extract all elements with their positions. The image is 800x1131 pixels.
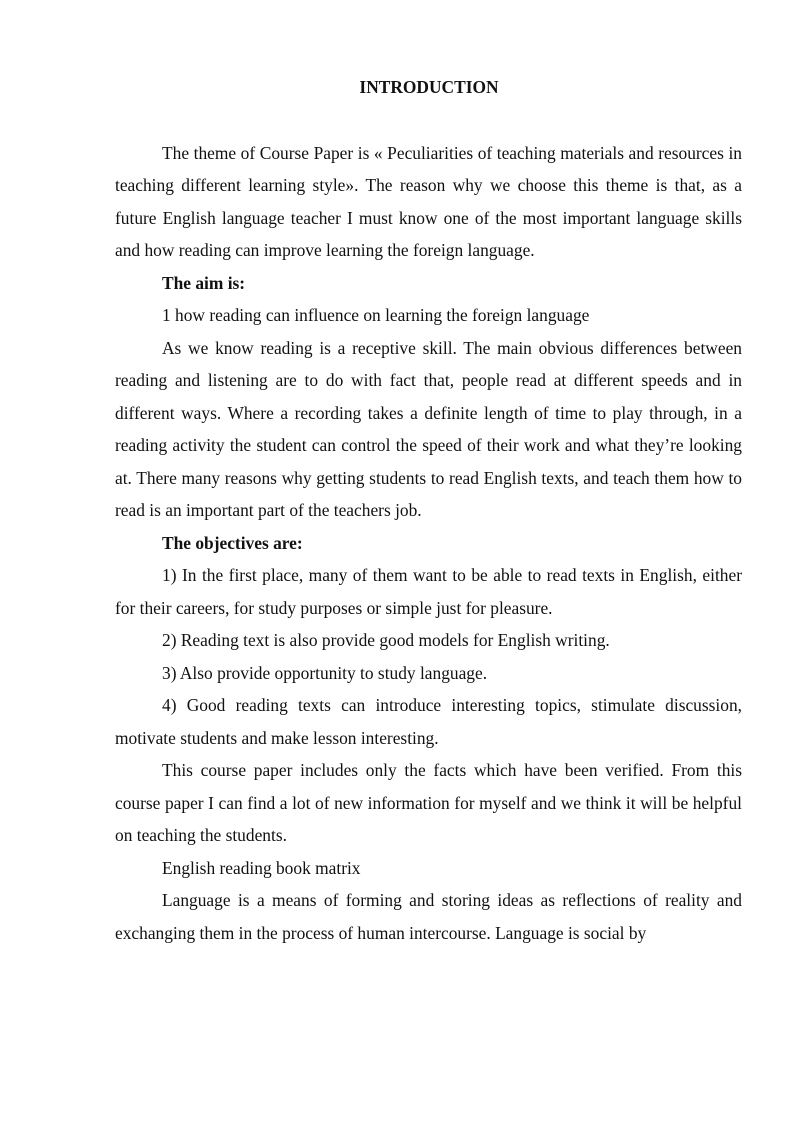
- objective-item-2: 2) Reading text is also provide good models for English writing.: [162, 630, 610, 650]
- objective-item-1: 1) In the first place, many of them want to be able to read texts in English, either for their careers, for study purposes or simple just for pleasure.: [115, 565, 742, 618]
- matrix-heading: English reading book matrix: [162, 857, 361, 878]
- verification-paragraph: This course paper includes only the facts which have been verified. From this course paper I can find a lot of new information for myself and we think it will be helpful on teaching the students.: [115, 760, 742, 845]
- document-body: [115, 137, 742, 950]
- intro-paragraph: The theme of Course Paper is « Peculiarities of teaching materials and resources in teaching different learning style». The reason why we choose this theme is that, as a future English language teacher I must know one of the most important language skills and how reading can improve learning the foreign language.: [115, 142, 742, 260]
- aim-heading: The aim is:: [162, 272, 246, 293]
- objective-item-3: 3) Also provide opportunity to study language.: [162, 662, 488, 683]
- reading-paragraph: As we know reading is a receptive skill. The main obvious differences between reading and listening are to do with fact that, people read at different speeds and in different ways. Where a recording takes a definite length of time to play through, in a reading activity the student can control the speed of their work and what they’re looking at. There many reasons why getting students to read English texts, and teach them how to read is an important part of the teachers job.: [115, 337, 742, 520]
- objective-item-4: 4) Good reading texts can introduce interesting topics, stimulate discussion, motivate students and make lesson interesting.: [115, 695, 742, 748]
- page-title: INTRODUCTION: [359, 77, 499, 97]
- language-paragraph: Language is a means of forming and storing ideas as reflections of reality and exchanging them in the process of human intercourse. Language is social by: [115, 890, 742, 943]
- objectives-heading: The objectives are:: [162, 532, 303, 553]
- aim-item: 1 how reading can influence on learning the foreign language: [162, 305, 590, 325]
